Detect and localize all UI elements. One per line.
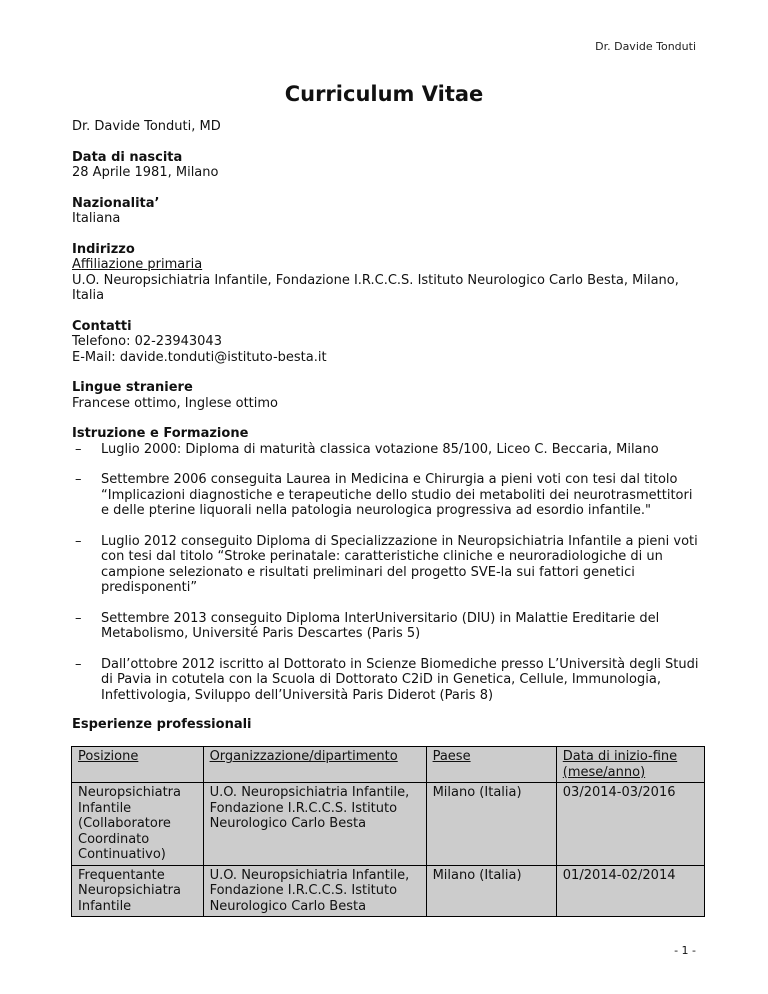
table-cell: 03/2014-03/2016 xyxy=(556,783,704,866)
contacts-phone: Telefono: 02-23943043 xyxy=(72,334,222,349)
page-number: - 1 - xyxy=(674,944,696,957)
contacts-email: E-Mail: davide.tonduti@istituto-besta.it xyxy=(72,349,327,365)
nationality-label: Nazionalita’ xyxy=(72,195,160,211)
column-header: Paese xyxy=(426,747,556,783)
nationality-section xyxy=(72,196,700,227)
name-section xyxy=(72,119,700,135)
name-line: Dr. Davide Tonduti, MD xyxy=(72,119,221,134)
dash-bullet: – xyxy=(75,533,82,549)
languages-value: Francese ottimo, Inglese ottimo xyxy=(72,395,278,411)
table-cell: U.O. Neuropsichiatria Infantile, Fondazione I.R.C.C.S. Istituto Neurologico Carlo Besta xyxy=(203,783,426,866)
address-section xyxy=(72,242,700,304)
list-item xyxy=(72,472,700,519)
education-section xyxy=(72,426,700,703)
table-cell: Frequentante Neuropsichiatra Infantile xyxy=(72,865,204,917)
list-item xyxy=(72,611,700,642)
address-value: U.O. Neuropsichiatria Infantile, Fondazione I.R.C.C.S. Istituto Neurologico Carlo Besta, Milano, Italia xyxy=(72,272,679,303)
languages-section xyxy=(72,380,700,411)
column-header: Organizzazione/dipartimento xyxy=(203,747,426,783)
page-title: Curriculum Vitae xyxy=(284,82,484,106)
languages-label: Lingue straniere xyxy=(72,380,193,395)
table-cell: Neuropsichiatra Infantile (Collaboratore Coordinato Continuativo) xyxy=(72,783,204,866)
contacts-label: Contatti xyxy=(72,318,132,334)
column-header: Posizione xyxy=(72,747,204,783)
table-row xyxy=(72,783,705,866)
dash-bullet: – xyxy=(75,472,82,487)
education-list xyxy=(72,442,700,704)
contacts-section xyxy=(72,319,700,366)
table-cell: Milano (Italia) xyxy=(426,783,556,866)
list-item xyxy=(72,534,700,596)
experience-label: Esperienze professionali xyxy=(72,717,252,732)
list-item xyxy=(72,442,700,458)
birth-label: Data di nascita xyxy=(72,149,183,165)
table-header-row xyxy=(72,747,705,783)
education-item-text: Luglio 2012 conseguito Diploma di Specializzazione in Neuropsichiatria Infantile a pieni voti con tesi dal titolo “Stroke perinatale: caratteristiche cliniche e neuroradiologiche di un campione selezionato e risultati preliminari del progetto SVE-la sui fattori genetici predisponenti” xyxy=(101,533,698,595)
column-header: Data di inizio-fine (mese/anno) xyxy=(556,747,704,783)
address-sublabel: Affiliazione primaria xyxy=(72,257,203,272)
birth-section xyxy=(72,150,700,181)
birth-value: 28 Aprile 1981, Milano xyxy=(72,165,219,180)
address-label: Indirizzo xyxy=(72,241,135,257)
table-cell: Milano (Italia) xyxy=(426,865,556,917)
education-item-text: Settembre 2013 conseguito Diploma InterUniversitario (DIU) in Malattie Ereditarie del Metabolismo, Université Paris Descartes (Paris 5) xyxy=(101,610,660,641)
education-item-text: Luglio 2000: Diploma di maturità classica votazione 85/100, Liceo C. Beccaria, Milano xyxy=(101,441,659,457)
education-item-text: Dall’ottobre 2012 iscritto al Dottorato in Scienze Biomediche presso L’Università degli Studi di Pavia in cotutela con la Scuola di Dottorato C2iD in Genetica, Cellule, Immunologia, Infettivologia, Sviluppo dell’Università Paris Diderot (Paris 8) xyxy=(101,656,699,703)
cv-body xyxy=(72,119,700,703)
education-label: Istruzione e Formazione xyxy=(72,426,249,441)
dash-bullet: – xyxy=(75,656,82,672)
education-item-text: Settembre 2006 conseguita Laurea in Medicina e Chirurgia a pieni voti con tesi dal titolo “Implicazioni diagnostiche e terapeutiche dello studio dei metaboliti dei neurotrasmettitori e delle pterine liquorali nella patologia neurologica progressiva ad esordio infantile." xyxy=(101,472,693,518)
dash-bullet: – xyxy=(75,441,82,457)
table-cell: U.O. Neuropsichiatria Infantile, Fondazione I.R.C.C.S. Istituto Neurologico Carlo Besta xyxy=(203,865,426,917)
table-cell: 01/2014-02/2014 xyxy=(556,865,704,917)
table-row xyxy=(72,865,705,917)
experience-table xyxy=(71,746,705,917)
nationality-value: Italiana xyxy=(72,211,121,226)
dash-bullet: – xyxy=(75,610,82,626)
running-header: Dr. Davide Tonduti xyxy=(595,40,696,53)
list-item xyxy=(72,657,700,704)
